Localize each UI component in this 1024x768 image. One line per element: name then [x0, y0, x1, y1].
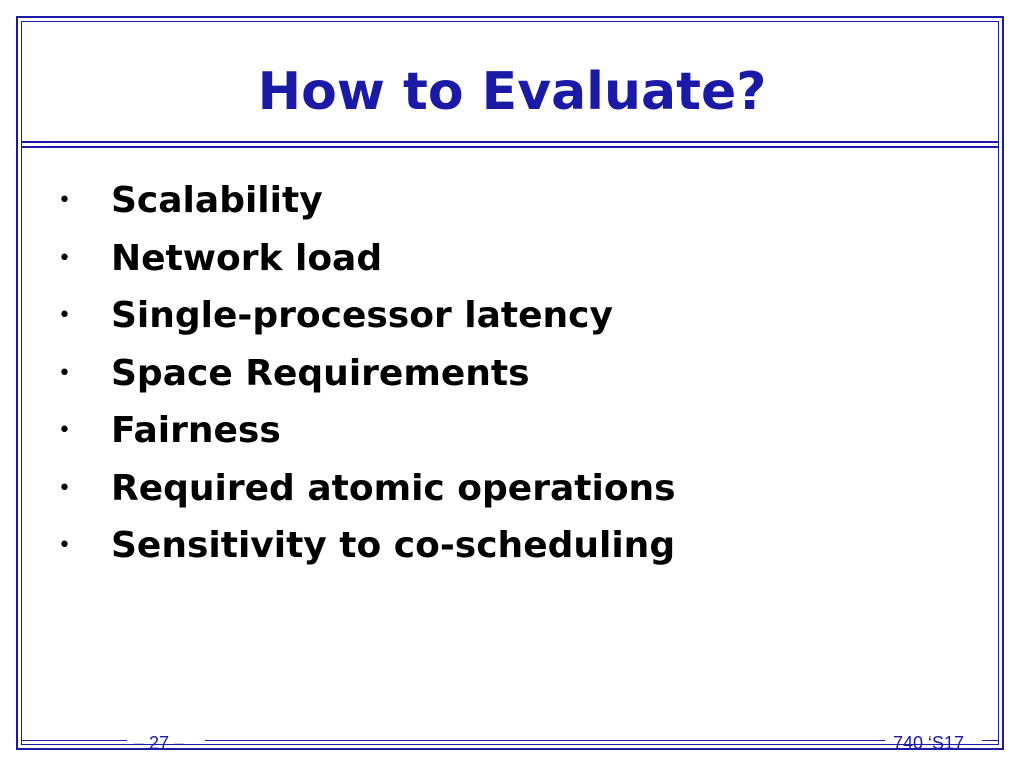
bullet-icon: • — [58, 475, 71, 501]
bullet-text: Single-processor latency — [111, 295, 613, 336]
bullet-icon: • — [58, 533, 71, 558]
footer-rule-left-bottom — [21, 744, 127, 745]
bullet-icon: • — [58, 303, 71, 328]
footer-rule-middle-top — [205, 740, 885, 741]
footer-rule-right-bottom — [982, 744, 999, 745]
footer-rule-right-top — [982, 740, 999, 741]
bullet-text: Network load — [111, 237, 383, 279]
title-divider-bottom — [21, 146, 999, 148]
bullet-icon: • — [58, 360, 71, 386]
bullet-text: Required atomic operations — [111, 467, 676, 509]
title-divider-top — [21, 141, 999, 143]
bullet-text: Scalability — [111, 180, 323, 221]
bullet-icon: • — [58, 245, 71, 271]
bullet-icon: • — [58, 188, 71, 213]
bullet-text: Fairness — [111, 410, 281, 451]
page-number: – 27 – — [134, 733, 185, 753]
slide-title: How to Evaluate? — [257, 62, 767, 122]
bullet-text: Sensitivity to co-scheduling — [111, 525, 676, 566]
footer-rule-middle-bottom — [205, 744, 885, 745]
bullet-text: Space Requirements — [111, 352, 530, 394]
footer-rule-left-top — [21, 740, 127, 741]
course-label: 740 ‘S17 — [893, 733, 965, 753]
bullet-icon: • — [58, 418, 71, 443]
